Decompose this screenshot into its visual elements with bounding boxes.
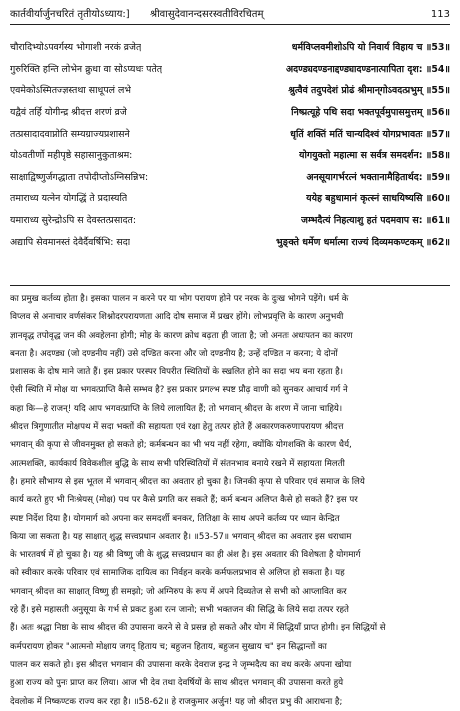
commentary-line: विप्लव से अनाचार वर्णसंकर शिश्नोदरपरायणता आदि दोष समाज में प्रखर होंगे। लोभप्रवृत्ति के कारण अनुभवी bbox=[10, 312, 344, 323]
commentary-line: भगवान् श्रीदत्त का साक्षात् विष्णु ही समझो; जो अग्निरुप के रूप में अपने दिव्यतेज से सभी को आप्लावित कर bbox=[10, 586, 347, 597]
verse-right: भुङ्क्ते धर्मेण धर्मात्मा राज्यं दिव्यमकण्टकम् ॥62॥ bbox=[276, 236, 450, 248]
verse-right: श्रुत्वैवं तदुपदेशं प्रोढं श्रीमान्‌गोऽवदत्प्रभुम् ॥55॥ bbox=[288, 85, 450, 97]
page-header bbox=[10, 8, 450, 25]
verse-block bbox=[10, 36, 450, 252]
verse-line bbox=[10, 36, 450, 58]
verse-line bbox=[10, 58, 450, 80]
verse-line bbox=[10, 144, 450, 166]
verse-left: साक्षाद्विष्णुर्जगद्धाता तपोदीप्तोऽग्निसन्निभ: bbox=[10, 171, 149, 183]
verse-right: धृतिं शक्तिं मतिं चान्यदिश्वं योगप्रभावतः ॥57॥ bbox=[290, 128, 450, 140]
verse-line bbox=[10, 187, 450, 209]
commentary-block bbox=[10, 290, 450, 711]
verse-line bbox=[10, 230, 450, 252]
verse-right: ययेह बहुधामानं कृत्स्नं साधयिष्यसि ॥60॥ bbox=[306, 193, 450, 205]
verse-left: यमाराध्य सुरेन्द्रोऽपि स देवस्तत्प्रसादत: bbox=[10, 215, 137, 227]
commentary-line: स्पष्ट निर्देश दिया है। योगमार्ग को अपना कर समदर्शी बनकर, तितिक्षा के साथ अपने कर्तव्य पर ध्यान केन्द्रित bbox=[10, 513, 340, 524]
commentary-line: को स्वीकार करके परिवार एवं सामाजिक दायित्व का निर्वहन करके कर्मफलप्रभाव से अलिप्त हो सकता है। यह bbox=[10, 568, 345, 579]
section-divider bbox=[10, 285, 450, 286]
commentary-line: किया जा सकता है। यह साक्षात् शुद्ध सत्त्वप्रधान अवतार है। ॥53-57॥ भगवान् श्रीदत्त का अवतार इस धराधाम bbox=[10, 531, 352, 542]
verse-line bbox=[10, 101, 450, 123]
commentary-line: ऐसी स्थिति में मोक्ष या भगवत्प्राप्ति कैसे सम्भव है? इस प्रकार प्रगल्भ स्पष्ट प्रौढ़ वाणी को सुनकर आचार्य गर्ग ने bbox=[10, 385, 348, 396]
verse-left: यद्वैवं तर्हि योगीन्द्र श्रीदत्त शरणं व्रजे bbox=[10, 107, 127, 119]
verse-right: अदण्ड्यदण्डनाद्दण्ड्यादण्डनात्पापिता दृश: ॥54॥ bbox=[286, 63, 450, 75]
commentary-line: है। हमारे सौभाग्य से इस भूतल में भगवान् श्रीदत्त का अवतार हो चुका है। जिनकी कृपा से परिवार एवं समाज के लिये bbox=[10, 476, 365, 487]
verse-left: तमाराध्य यत्नेन योगद्धिं ते प्रदास्यति bbox=[10, 193, 128, 205]
verse-line bbox=[10, 166, 450, 188]
verse-left: तत्प्रसादादवाप्नोति सम्यग्राज्यप्रशासने bbox=[10, 128, 130, 140]
verse-right: निष्प्रत्यूहे पथि सदा भक्तपूर्वमुपासमुत्तम् ॥56॥ bbox=[291, 107, 450, 119]
commentary-line: भगवान् की कृपा से जीवनमुक्त हो सकते हो; कर्मबन्धन का भी भय नहीं रहेगा, क्योंकि योगशक्ति के कारण धैर्य, bbox=[10, 440, 352, 451]
commentary-line: के भारतवर्ष में हो चुका है। यह श्री विष्णु जी के शुद्ध सत्त्वप्रधान का ही अंश है। इस अवतार की विशेषता है योगमार्ग bbox=[10, 550, 361, 561]
verse-left: गुरुरिक्ति हन्ति लोभेन क्रुधा वा सोऽप्यधः पतेत् bbox=[10, 63, 163, 75]
commentary-line: ज्ञानवृद्ध तपोवृद्ध जन की अवहेलना होगी; मोह के कारण क्रोध बढ़ता ही जाता है; जो अनतः अधःपतन का कारण bbox=[10, 330, 353, 341]
verse-line bbox=[10, 209, 450, 231]
verse-line bbox=[10, 122, 450, 144]
commentary-line: श्रीदत्त त्रिगुणातीत मोक्षपथ में सदा भक्तों की सहायता एवं रक्षा हेतु तत्पर होते हैं अकारणकरुणापरायण श्रीदत्त bbox=[10, 422, 344, 433]
commentary-line: पालन कर सकते हो। इस श्रीदत्त भगवान की उपासना करके देवराज इन्द्र ने जृम्भदैत्य का वध करके अपना खोया bbox=[10, 659, 352, 670]
page-number: 113 bbox=[430, 9, 450, 20]
commentary-line: कर्मपरायण होकर "आत्मनो मोक्षाय जगद् हिताय च; बहुजन हिताय, बहुजन सुखाय च" इन सिद्धान्तों का bbox=[10, 641, 327, 652]
commentary-line: प्रशासक के दोष माने जाते हैं। इस प्रकार परस्पर विपरीत स्थितियों के स्खलित होने का सदा भय बना रहता है। bbox=[10, 367, 343, 378]
chapter-title: कार्तवीर्यार्जुनचरितं तृतीयोऽध्याय:] bbox=[10, 9, 130, 20]
commentary-line: हैं। अतः श्रद्धा निष्ठा के साथ श्रीदत्त की उपासना करने से वे प्रसन्न हो सकते और योग में सिद्धियाँ प्राप्त होगी। इन सिद्धियों से bbox=[10, 623, 386, 634]
commentary-line: देवलोक में निष्कण्टक राज्य कर रहा है। ॥58-62॥ हे राजकुमार अर्जुन! यह जो श्रीदत्त प्रभु की आराधना है; bbox=[10, 696, 343, 707]
commentary-line: का प्रमुख कर्तव्य होता है। इसका पालन न करने पर या भोग परायण होने पर नरक के दुःख भोगने पड़ेंगे। धर्म के bbox=[10, 294, 349, 304]
verse-right: योगयुक्तो महात्मा स सर्वत्र समदर्शन: ॥58॥ bbox=[299, 150, 450, 162]
commentary-line: कार्य करते हुए भी निःश्रेयस् (मोक्ष) पथ पर कैसे प्रगति कर सकते हैं; कर्म बन्धन अलिप्त कैसे हो सकते हैं? इस पर bbox=[10, 495, 358, 506]
book-title: श्रीवासुदेवानन्दसरस्वतीविरचितम् bbox=[150, 9, 264, 20]
verse-left: एवमेकोऽस्मितज्ज्ञस्तथा साधूपलं लभे bbox=[10, 85, 131, 97]
verse-left: योऽवतीर्णो महीपृष्ठे सहासानुकुताश्रम: bbox=[10, 150, 133, 162]
verse-right: धर्मविप्लवमीशोऽपि यो निवार्य विहाय च ॥53॥ bbox=[291, 42, 450, 54]
verse-right: अनसूयागर्भरत्नं भक्तानामैहितार्थद: ॥59॥ bbox=[306, 171, 450, 183]
commentary-line: कहा कि—हे राजन्! यदि आप भगवत्प्राप्ति के लिये लालायित हैं; तो भगवान् श्रीदत्त के शरण में जाना चाहिये। bbox=[10, 403, 343, 414]
verse-left: चौरादिभ्योऽपवर्गस्य भोगाशी नरकं व्रजेत् bbox=[10, 42, 142, 54]
commentary-line: हुआ राज्य को पुनः प्राप्त कर लिया। आज भी देव तथा देवर्षियों के साथ श्रीदत्त भगवान् की उपासना करते हुये bbox=[10, 678, 344, 689]
commentary-line: रहे हैं। इसे महासती अनुसूया के गर्भ से प्रकट हुआ रत्न जानो; सभी भक्तजन की सिद्धि के लिये सदा तत्पर रहते bbox=[10, 605, 349, 616]
verse-left: अद्यापि सेवमानस्तं देवैर्दैवर्षिभि: सदा bbox=[10, 236, 131, 248]
commentary-line: आत्मशक्ति, कार्यकार्य विवेकशील बुद्धि के साथ सभी परिस्थितियों में संतनभाव बनाये रखने में सहायता मिलती bbox=[10, 458, 345, 469]
verse-right: जम्भदैत्यं निहत्याशु हतं पदमवाप स: ॥61॥ bbox=[301, 215, 450, 227]
verse-line bbox=[10, 79, 450, 101]
commentary-line: बनता है। अदण्ड्य (जो दण्डनीय नहीं) उसे दण्डित करना और जो दण्डनीय है; उन्हें दण्डित न करना; ये दोनों bbox=[10, 348, 338, 359]
